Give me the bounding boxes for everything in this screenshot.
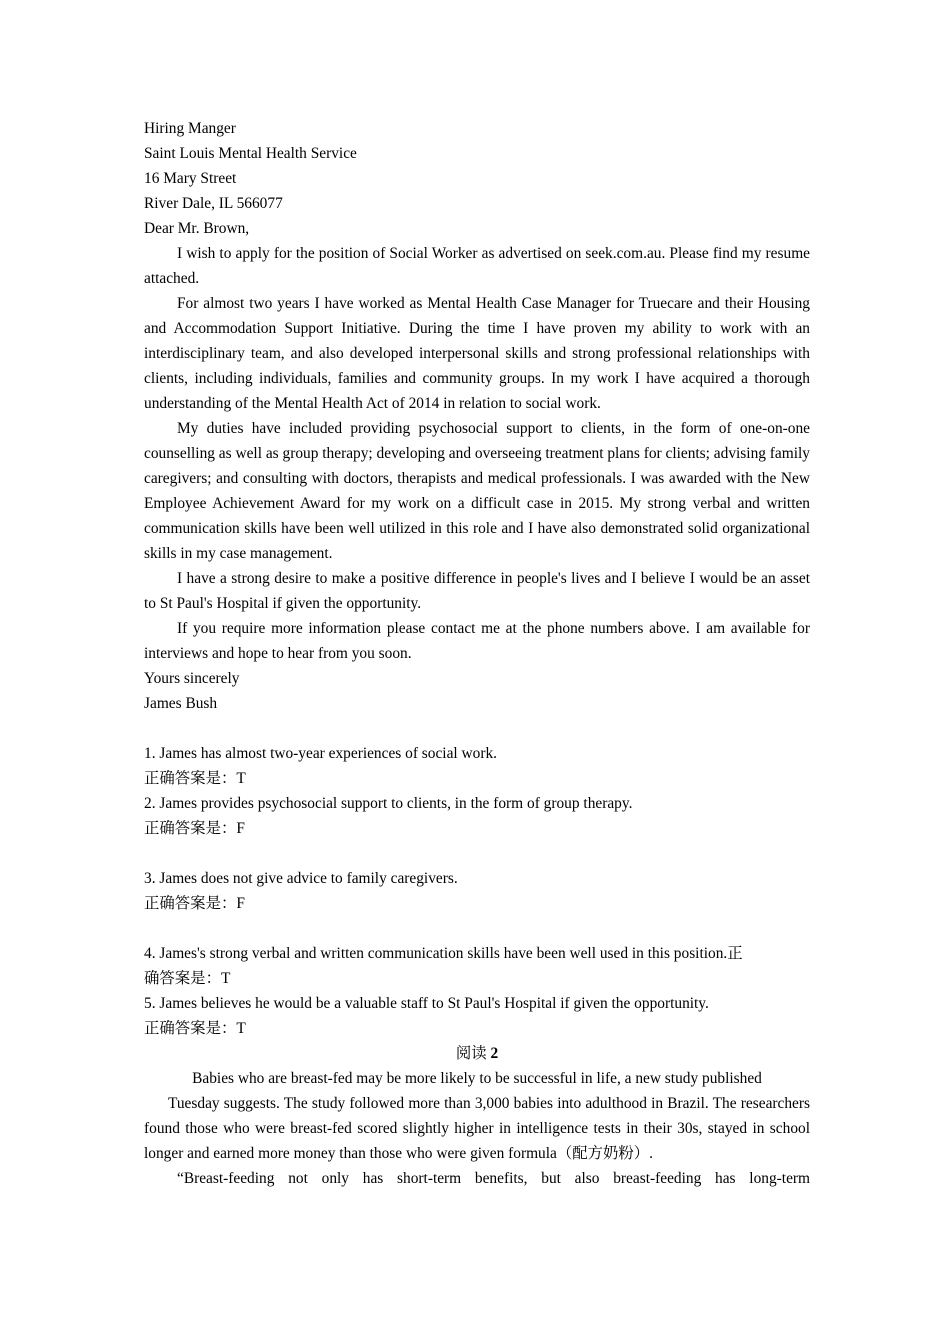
letter-paragraph: For almost two years I have worked as Mental Health Case Manager for Truecare and their Housing and Accommodation Support Initiative. During the time I have proven my ability to work with an interdisciplinary team, and also developed interpersonal skills and strong professional relationships with clients, including individuals, families and community groups. In my work I have acquired a thorough understanding of the Mental Health Act of 2014 in relation to social work. — [144, 295, 810, 412]
question-answer: 正确答案是：F — [144, 820, 245, 837]
reading-paragraph: “Breast-feeding not only has short-term benefits, but also breast-feeding has long-term — [177, 1170, 810, 1187]
section-title-prefix: 阅读 — [455, 1045, 487, 1062]
question-statement: 3. James does not give advice to family caregivers. — [144, 870, 458, 887]
question-statement: 2. James provides psychosocial support to clients, in the form of group therapy. — [144, 795, 633, 812]
section-title-number: 2 — [490, 1045, 499, 1062]
recipient-city: River Dale, IL 566077 — [144, 195, 283, 212]
letter-paragraph: I have a strong desire to make a positive difference in people's lives and I believe I would be an asset to St Paul's Hospital if given the opportunity. — [144, 570, 810, 612]
question-answer: 正确答案是：T — [144, 1020, 246, 1037]
letter-paragraph: If you require more information please contact me at the phone numbers above. I am available for interviews and hope to hear from you soon. — [144, 620, 810, 662]
question-statement: 1. James has almost two-year experiences of social work. — [144, 745, 498, 762]
recipient-organization: Saint Louis Mental Health Service — [144, 145, 357, 162]
recipient-title: Hiring Manger — [144, 120, 236, 137]
question-statement: 5. James believes he would be a valuable staff to St Paul's Hospital if given the opportunity. — [144, 995, 709, 1012]
closing: Yours sincerely — [144, 670, 240, 687]
question-statement: 4. James's strong verbal and written communication skills have been well used in this position.正 — [144, 945, 743, 962]
letter-paragraph: I wish to apply for the position of Social Worker as advertised on seek.com.au. Please find my resume attached. — [144, 245, 810, 287]
question-answer: 正确答案是：F — [144, 895, 245, 912]
spacer — [144, 916, 810, 941]
signature: James Bush — [144, 695, 218, 712]
question-answer: 确答案是：T — [144, 970, 231, 987]
section-title — [144, 1041, 810, 1066]
reading-paragraph-line: Babies who are breast-fed may be more likely to be successful in life, a new study published — [192, 1070, 762, 1087]
spacer — [144, 841, 810, 866]
reading-paragraph-text: Tuesday suggests. The study followed more than 3,000 babies into adulthood in Brazil. The researchers found those who were breast-fed scored slightly higher in intelligence tests in their 30s, stayed in school longer and earned more money than those who were given formula（配方奶粉）. — [144, 1095, 810, 1162]
letter-paragraph: My duties have included providing psychosocial support to clients, in the form of one-on-one counselling as well as group therapy; developing and overseeing treatment plans for clients; advising family caregivers; and consulting with doctors, therapists and medical professionals. I was awarded with the New Employee Achievement Award for my work on a difficult case in 2015. My strong verbal and written communication skills have been well utilized in this role and I have also demonstrated solid organizational skills in my case management. — [144, 420, 810, 562]
spacer — [144, 716, 810, 741]
recipient-street: 16 Mary Street — [144, 170, 237, 187]
reading-paragraph — [144, 1091, 810, 1166]
document-body — [144, 116, 810, 1191]
salutation: Dear Mr. Brown, — [144, 220, 250, 237]
question-answer: 正确答案是：T — [144, 770, 246, 787]
